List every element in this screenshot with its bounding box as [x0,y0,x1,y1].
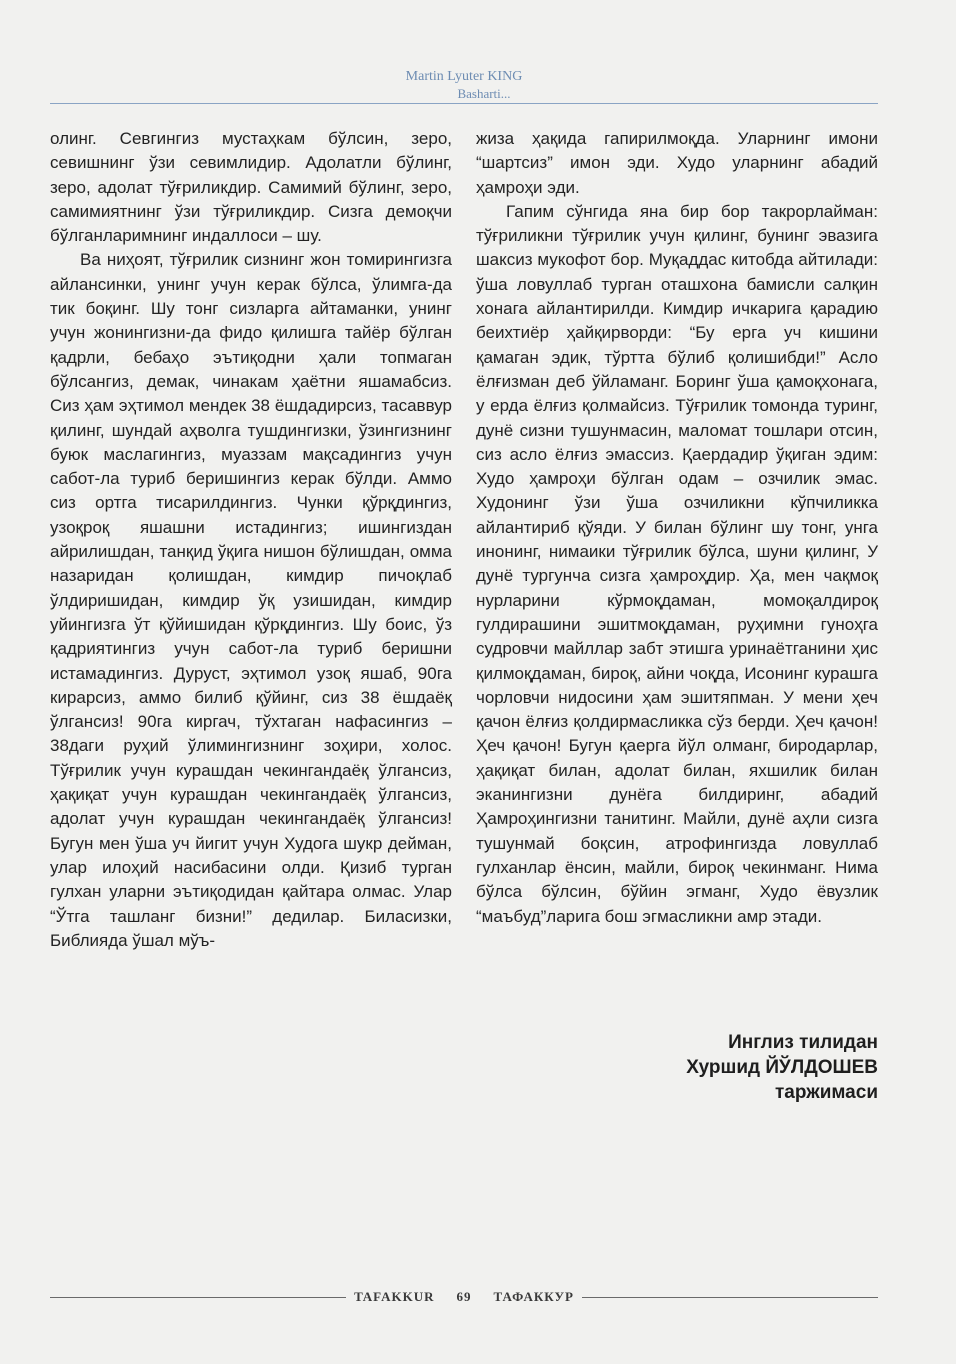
paragraph: олинг. Севгингиз мустаҳкам бўлсин, зеро, севишнинг ўзи севимлидир. Адолатли бўлинг, зеро, адолат тўғриликдир. Самимий бўлинг, зеро, самимиятнинг ўзи тўғриликдир. Сизга демоқчи бўлганларимнинг индаллоси – шу. [50,129,452,246]
right-column [476,127,878,929]
credit-line-1: Инглиз тилидан [728,1032,878,1053]
page-footer [50,1287,878,1307]
magazine-name-latin: TAFAKKUR [354,1289,435,1304]
header-author: Martin Lyuter KING [405,69,523,84]
paragraph: Ва ниҳоят, тўғрилик сизнинг жон томирингизга айлансинки, унинг учун керак бўлса, ўлимга-да тик боқинг. Шу тонг сизларга айтаманки, унинг учун жонингизни-да фидо қилишга тайёр бўлган қадрли, бебаҳо эътиқодни ҳали топмаган бўлсангиз, демак, чинакам ҳаётни яшамабсиз. Сиз ҳам эҳтимол мендек 38 ёшдадирсиз, тасаввур қилинг, шундай аҳволга тушдингизки, ўзингизнинг буюк маслагингиз, муаззам мақсадингиз учун сабот-ла туриб беришингиз керак бўлди. Аммо сиз ортга тисарилдингиз. Чунки қўрқдингиз, узоқроқ яшашни истадингиз; ишингиздан айрилишдан, танқид ўқига нишон бўлишдан, омма назаридан қолишдан, кимдир пичоқлаб ўлдиришидан, кимдир ўқ узишидан, кимдир уйингизга ўт қўйишидан қўрқдингиз. Шу боис, ўз қадриятингиз учун сабот-ла туриб беришни истамадингиз. Дуруст, эҳтимол узоқ яшаб, 90га кирарсиз, аммо билиб қўйинг, сиз 38 ёшдаёқ ўлгансиз! 90га киргач, тўхтаган нафасингиз – 38даги руҳий ўлимингизнинг зоҳири, холос. Тўғрилик учун курашдан чекингандаёқ ўлгансиз, ҳақиқат учун курашдан чекингандаёқ ўлгансиз, адолат учун курашдан чекингандаёқ ўлгансиз! Бугун мен ўша уч йигит учун Худога шукр дейман, улар илоҳий насибасини олди. Қизиб турган гулхан уларни эътиқодидан қайтара олмас. Улар “Ўтга ташланг бизни!” дедилар. Биласизки, Библияда ўшал мўъ- [50,250,452,950]
left-column [50,127,452,953]
running-header [50,68,878,104]
header-title: Basharti... [457,86,511,101]
page-number: 69 [456,1289,472,1304]
footer-rule-right [582,1297,878,1298]
paragraph: Гапим сўнгида яна бир бор такрорлайман: тўғриликни тўғрилик учун қилинг, бунинг эвазига шаксиз мукофот бор. Муқаддас китобда айтилади: ўша ловуллаб турган оташхона бамисли салқин хонага айлантирилди. Кимдир ичкарига қарадию беихтиёр ҳайқирворди: “Бу ерга уч кишини қамаган эдик, тўртта бўлиб қолишибди!” Асло ёлғизман деб ўйламанг. Боринг ўша қамоқхонага, у ерда ёлғиз қолмайсиз. Тўғрилик томонда туринг, дунё сизни тушунмасин, маломат тошлари отсин, сиз асло ёлғиз эмассиз. Қаердадир ўқиган эдим: Худо ҳамроҳи бўлган одам – озчилик эмас. Худонинг ўзи ўша озчиликни кўпчиликка айлантириб қўяди. У билан бўлинг шу тонг, унга инонинг, нимаики тўғрилик бўлса, шуни қилинг, У дунё тургунча сизга ҳамроҳдир. Ҳа, мен чақмоқ нурларини кўрмоқдаман, момоқалдироқ гулдирашини эшитмоқдаман, руҳимни гуноҳга судровчи майллар забт этишга уринаётганини ҳис қилмоқдаман, бироқ, айни чоқда, Исонинг курашга чорловчи нидосини ҳам эшитяпман. У мени ҳеч қачон ёлғиз қолдирмасликка сўз берди. Ҳеч қачон! Ҳеч қачон! Бугун қаерга йўл олманг, биродарлар, ҳақиқат билан, адолат билан, яхшилик билан эканингизни дунёга билдиринг, абадий Ҳамроҳингизни танитинг. Майли, дунё аҳли сизга тушунмай боқсин, атрофингизда ловуллаб гулханлар ёнсин, майли, бироқ чекинманг. Нима бўлса бўлсин, бўйин эгманг, Худо ёвузлик “маъбуд”ларига бош эгмасликни амр этади. [476,201,878,926]
credit-line-3: таржимаси [775,1082,878,1103]
paragraph: жиза ҳақида гапирилмоқда. Уларнинг имони “шартсиз” имон эди. Худо уларнинг абадий ҳамроҳи эди. [476,129,878,197]
magazine-name-cyrillic: ТАФАККУР [493,1289,574,1304]
translator-credit [560,1030,878,1105]
translator-name: Хуршид ЙЎЛДОШЕВ [686,1057,878,1078]
footer-rule-left [50,1297,346,1298]
